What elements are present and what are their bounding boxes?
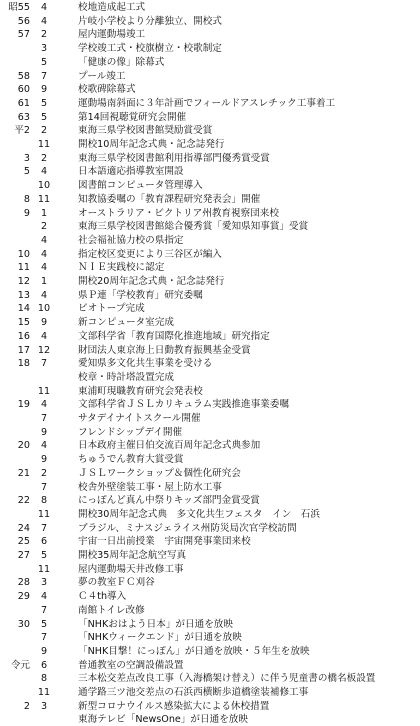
month-cell: 4	[40, 234, 48, 246]
month-cell: 2	[40, 467, 48, 479]
year-cell: 60	[17, 84, 30, 96]
month-cell: 7	[40, 632, 48, 644]
month-cell: 3	[40, 43, 48, 55]
event-cell: ＪＳＬワークショップ＆個性化研究会	[78, 467, 241, 479]
year-cell: 9	[23, 207, 30, 219]
year-cell: 24	[17, 522, 30, 534]
month-cell: 4	[40, 330, 48, 342]
month-cell: 9	[40, 645, 48, 657]
event-cell: 県Ｐ連「学校教育」研究委嘱	[78, 289, 203, 301]
month-cell: 4	[40, 399, 48, 411]
event-cell: 日本語適応指導教室開設	[78, 166, 184, 178]
year-cell: 20	[17, 440, 30, 452]
month-cell: 6	[40, 536, 48, 548]
event-cell: 文部科学省「教育国際化推進地域」研究指定	[78, 330, 270, 342]
event-cell: 社会福祉協力校の県指定	[78, 234, 184, 246]
year-cell: 12	[17, 276, 30, 287]
event-cell: ビオトープ完成	[78, 303, 145, 315]
year-cell: 29	[17, 591, 30, 603]
month-cell: 6	[40, 659, 48, 671]
event-cell: サタデイナイトスクール開催	[78, 413, 201, 424]
month-cell: 4	[40, 440, 48, 452]
month-cell: 5	[40, 618, 48, 630]
event-cell: 片岐小学校より分離独立、開校式	[78, 15, 222, 27]
month-cell: 5	[40, 97, 48, 109]
month-cell: 7	[40, 358, 48, 370]
year-cell: 10	[17, 248, 30, 260]
month-cell: 2	[40, 152, 48, 164]
year-cell: 14	[17, 303, 30, 315]
month-cell: 10	[37, 303, 51, 315]
event-cell: ＮＩＥ実践校に認定	[78, 262, 165, 274]
year-cell: 28	[17, 577, 30, 589]
year-cell: 63	[17, 111, 30, 123]
month-cell: 7	[40, 604, 48, 616]
year-cell: 13	[17, 289, 30, 301]
year-cell: 61	[17, 97, 30, 109]
event-cell: 宇宙一日出前授業 宇宙開発事業団来校	[78, 536, 251, 548]
event-cell: 東海テレビ「NewsOne」が日通を放映	[78, 714, 248, 726]
month-cell: 7	[40, 481, 48, 493]
month-cell: 7	[40, 522, 48, 534]
event-cell: 日本政府主催日伯交流百周年記念式典参加	[78, 440, 261, 452]
year-cell: 3	[23, 152, 30, 164]
event-cell: 「NHK目撃！にっぽん」が日通を放映・５年生を放映	[78, 645, 310, 657]
year-cell: 8	[23, 193, 30, 205]
year-cell: 2	[23, 700, 30, 712]
month-cell: 11	[37, 687, 51, 698]
year-cell: 15	[17, 317, 30, 329]
month-cell: 4	[40, 15, 48, 27]
event-cell: 「健康の像」除幕式	[78, 56, 165, 68]
month-cell: 7	[40, 70, 48, 82]
year-cell: 27	[17, 550, 30, 561]
month-cell: 3	[40, 700, 48, 712]
year-cell: 22	[17, 495, 30, 507]
event-cell: 校地造成起工式	[78, 2, 146, 13]
event-cell: にっぽんど真ん中祭りキッズ部門金賞受賞	[78, 495, 260, 507]
month-cell: 11	[37, 563, 51, 575]
event-cell: 図書館コンピュータ管理導入	[78, 180, 203, 192]
year-cell: 25	[17, 536, 30, 548]
event-cell: 普通教室の空調設備設置	[78, 659, 184, 671]
event-cell: 愛知県多文化共生事業を受ける	[78, 358, 213, 370]
event-cell: フレンドシップデイ開催	[78, 426, 183, 438]
event-cell: 文部科学省ＪＳＬカリキュラム実践推進事業委嘱	[78, 399, 289, 411]
event-cell: 屋内運動場竣工	[78, 29, 146, 41]
month-cell: 8	[40, 495, 48, 507]
year-cell: 30	[17, 618, 30, 630]
event-cell: 開校30周年記念式典 多文化共生フェスタ イン 石浜	[78, 508, 320, 520]
month-cell: 9	[40, 317, 48, 329]
month-cell: 11	[37, 385, 51, 397]
month-cell: 4	[40, 262, 48, 274]
year-cell: 5	[23, 166, 30, 178]
event-cell: ちゅうでん教育大賞受賞	[78, 454, 184, 466]
event-cell: 東海三県学校図書館総合優秀賞「愛知県知事賞」受賞	[78, 221, 309, 233]
month-cell: 8	[40, 673, 48, 685]
event-cell: 運動場南斜面に３年計画でフィールドアスレチック工事着工	[78, 97, 336, 109]
month-cell: 11	[37, 139, 51, 150]
event-cell: 校歌碑除幕式	[78, 84, 136, 96]
month-cell: 4	[40, 2, 48, 13]
event-cell: 財団法人東京海上日動教育振興基金受賞	[78, 344, 251, 356]
event-cell: 東浦町現職教育研究会発表校	[78, 385, 203, 397]
year-cell: 令元	[10, 659, 30, 671]
event-cell: 夢の教室ＦＣ刈谷	[78, 577, 155, 589]
month-cell: 4	[40, 166, 48, 178]
month-cell: 2	[40, 29, 48, 41]
month-cell: 9	[40, 426, 48, 438]
event-cell: 「NHKウィークエンド」が日通を放映	[78, 632, 242, 644]
month-cell: 10	[37, 180, 51, 192]
event-cell: 南館トイレ改修	[78, 604, 145, 616]
year-cell: 11	[17, 262, 30, 274]
month-cell: 4	[40, 591, 48, 603]
month-cell: 7	[40, 413, 48, 424]
year-cell: 18	[17, 358, 30, 370]
event-cell: ブラジル、ミナスジェライス州防災局次官学校訪問	[78, 522, 297, 534]
month-cell: 3	[40, 577, 48, 589]
event-cell: 新コンピュータ室完成	[78, 317, 174, 329]
event-cell: 指定校区変更により三谷区が編入	[78, 248, 222, 260]
month-cell: 1	[40, 207, 48, 219]
month-cell: 9	[40, 454, 48, 466]
month-cell: 1	[40, 276, 48, 287]
year-cell: 16	[17, 330, 30, 342]
year-cell: 21	[17, 467, 30, 479]
year-cell: 58	[17, 70, 30, 82]
event-cell: 三本松交差点改良工事（入海橋架け替え）に伴う児童書の橋名板設置	[78, 673, 376, 685]
event-cell: 新型コロナウイルス感染拡大による休校措置	[78, 700, 270, 712]
event-cell: 通学路三ツ池交差点の石浜西横断歩道橋塗装補修工事	[78, 687, 309, 698]
month-cell: 11	[37, 508, 51, 520]
month-cell: 2	[40, 125, 48, 137]
month-cell: 11	[37, 193, 51, 205]
month-cell: 5	[40, 111, 48, 123]
event-cell: 「NHKおはよう日本」が日通を放映	[78, 618, 233, 630]
event-cell: 学校竣工式・校旗樹立・校歌制定	[78, 43, 222, 55]
month-cell: 12	[37, 344, 51, 356]
event-cell: 開校10周年記念式典・記念誌発行	[78, 139, 225, 150]
event-cell: 第14回視聴覚研究会開催	[78, 111, 187, 123]
event-cell: 開校20周年記念式典・記念誌発行	[78, 276, 225, 287]
month-cell: 4	[40, 248, 48, 260]
month-cell: 9	[40, 84, 48, 96]
year-cell: 昭55	[8, 2, 30, 13]
year-cell: 57	[17, 29, 30, 41]
month-cell: 2	[40, 221, 48, 233]
year-cell: 56	[17, 15, 30, 27]
event-cell: Ｃ４th導入	[78, 591, 127, 603]
year-cell: 平2	[14, 125, 30, 137]
event-cell: プール竣工	[78, 70, 126, 82]
event-cell: 知教協委嘱の「教育課程研究発表会」開催	[78, 193, 261, 205]
year-cell: 19	[17, 399, 30, 411]
event-cell: 開校35周年記念航空写真	[78, 550, 187, 561]
month-cell: 5	[40, 56, 48, 68]
event-cell: オーストラリア・ビクトリア州教育視察団来校	[78, 207, 279, 219]
event-cell: 東海三県学校図書館利用指導部門優秀賞受賞	[78, 152, 270, 164]
month-cell: 4	[40, 289, 48, 301]
event-cell: 校舎外壁塗装工事・屋上防水工事	[78, 481, 222, 493]
month-cell: 5	[40, 550, 48, 561]
year-cell: 17	[17, 344, 30, 356]
event-cell: 東海三県学校図書館奨励賞受賞	[78, 125, 213, 137]
event-cell: 屋内運動場天井改修工事	[78, 563, 184, 575]
event-cell: 校章・時計塔設置完成	[78, 371, 174, 383]
